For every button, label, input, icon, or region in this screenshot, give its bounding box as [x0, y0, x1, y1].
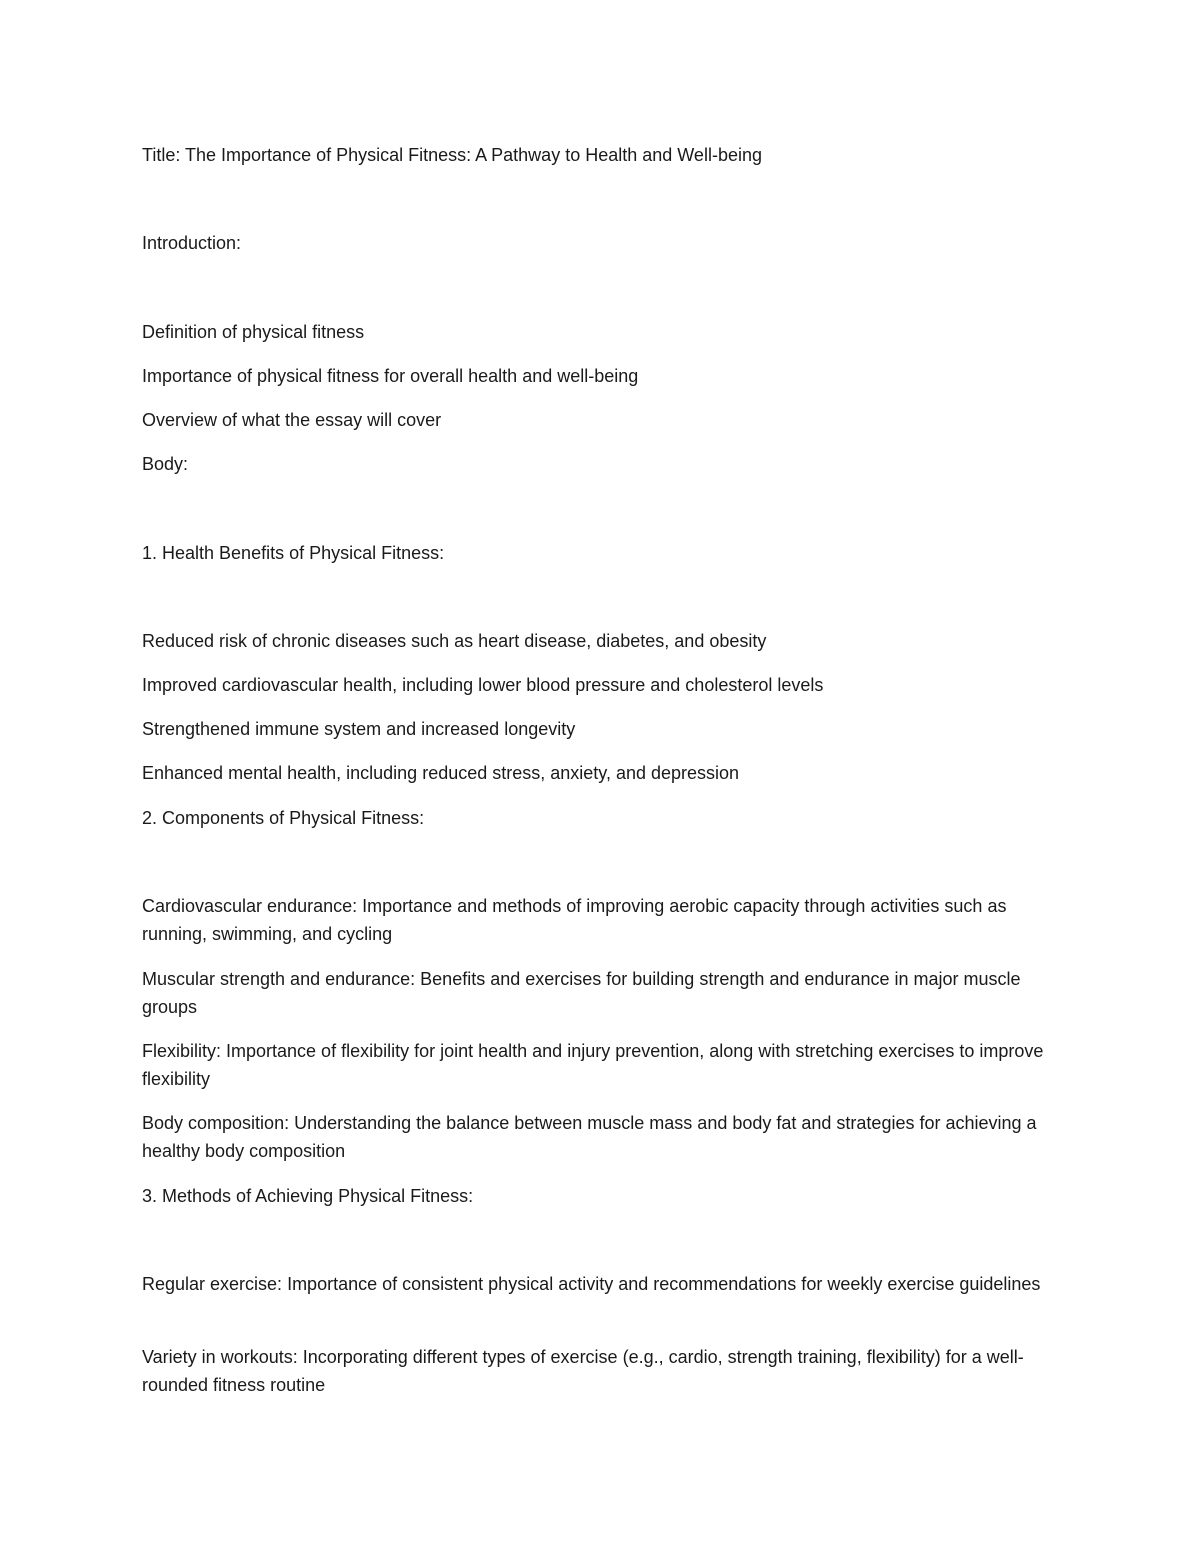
introduction-item: Definition of physical fitness: [142, 322, 365, 342]
document-title: Title: The Importance of Physical Fitness: A Pathway to Health and Well-being: [142, 145, 762, 165]
section-item: Enhanced mental health, including reduced stress, anxiety, and depression: [142, 763, 740, 783]
introduction-item: Importance of physical fitness for overall health and well-being: [142, 366, 639, 386]
section-item: Reduced risk of chronic diseases such as heart disease, diabetes, and obesity: [142, 631, 767, 651]
section-heading: 2. Components of Physical Fitness:: [142, 808, 425, 828]
section-item: Variety in workouts: Incorporating different types of exercise (e.g., cardio, strength training, flexibility) for a well-rounded fitness routine: [142, 1347, 1024, 1395]
section-item: Strengthened immune system and increased longevity: [142, 719, 576, 739]
section-heading: 3. Methods of Achieving Physical Fitness:: [142, 1186, 474, 1206]
section-item: Muscular strength and endurance: Benefits and exercises for building strength and endurance in major muscle groups: [142, 969, 1021, 1017]
section-item: Regular exercise: Importance of consistent physical activity and recommendations for weekly exercise guidelines: [142, 1274, 1041, 1294]
section-item: Body composition: Understanding the balance between muscle mass and body fat and strategies for achieving a healthy body composition: [142, 1113, 1037, 1161]
section-item: Cardiovascular endurance: Importance and methods of improving aerobic capacity through activities such as running, swimming, and cycling: [142, 896, 1007, 944]
body-heading: Body:: [142, 454, 189, 474]
introduction-heading: Introduction:: [142, 233, 242, 253]
introduction-item: Overview of what the essay will cover: [142, 410, 442, 430]
section-heading: 1. Health Benefits of Physical Fitness:: [142, 543, 445, 563]
section-item: Flexibility: Importance of flexibility for joint health and injury prevention, along with stretching exercises to improve flexibility: [142, 1041, 1044, 1089]
section-item: Improved cardiovascular health, including lower blood pressure and cholesterol levels: [142, 675, 824, 695]
